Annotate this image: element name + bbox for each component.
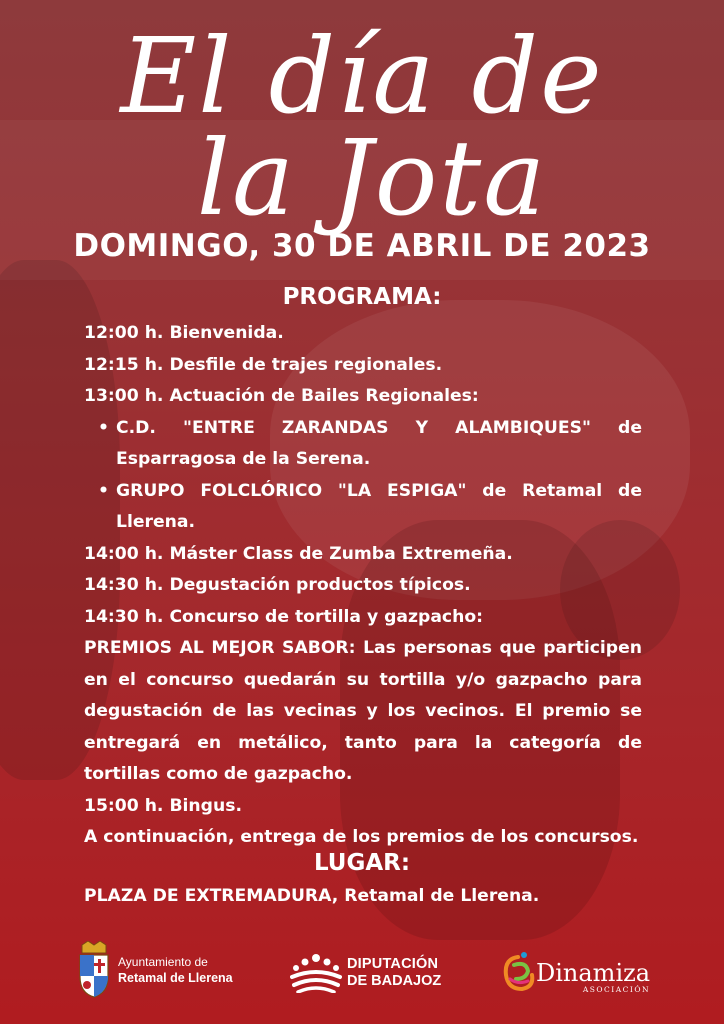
program-item: 12:00 h. Bienvenida.	[84, 323, 284, 343]
ayuntamiento-logo	[76, 941, 233, 999]
crest-icon	[76, 941, 112, 999]
program-heading: PROGRAMA:	[282, 284, 442, 310]
title-line-2: la Jota	[196, 117, 548, 239]
ayuntamiento-line-2: Retamal de Llerena	[118, 971, 233, 985]
program-item: 15:00 h. Bingus.	[84, 795, 242, 816]
poster-title	[0, 0, 724, 240]
program-item: 14:30 h. Degustación productos típicos.	[84, 575, 471, 595]
program-item: 14:00 h. Máster Class de Zumba Extremeña.	[84, 543, 513, 564]
venue-heading: LUGAR:	[313, 850, 411, 876]
diputacion-logo	[290, 953, 441, 993]
prizes-description: PREMIOS AL MEJOR SABOR: Las personas que participen en el concurso quedarán su tortilla y/o gazpacho para degustación de las vecinas y los vecinos. El premio se entregará en metálico, tanto para la categoría de tortillas como de gazpacho.	[84, 638, 642, 784]
title-line-1: El día de	[120, 15, 604, 137]
sponsor-logos	[0, 935, 724, 1005]
closing-note: A continuación, entrega de los premios de los concursos.	[84, 827, 639, 847]
dinamiza-swirl-icon	[500, 949, 536, 995]
dinamiza-name: Dinamiza	[536, 959, 651, 987]
venue-text: PLAZA DE EXTREMADURA, Retamal de Llerena.	[84, 886, 540, 906]
program-item: 13:00 h. Actuación de Bailes Regionales:	[84, 386, 479, 406]
program-item: 12:15 h. Desfile de trajes regionales.	[84, 354, 443, 375]
diputacion-line-1: DIPUTACIÓN	[347, 956, 439, 972]
ayuntamiento-line-1: Ayuntamiento de	[118, 955, 208, 969]
program-item: 14:30 h. Concurso de tortilla y gazpacho:	[84, 606, 484, 627]
diputacion-mark-icon	[290, 953, 342, 993]
performers-list	[84, 413, 642, 539]
dinamiza-logo	[500, 949, 650, 995]
program-list	[84, 318, 642, 854]
event-date: DOMINGO, 30 DE ABRIL DE 2023	[73, 228, 651, 264]
performer-item: • C.D. "ENTRE ZARANDAS Y ALAMBIQUES" de Esparragosa de la Serena.	[116, 413, 642, 476]
diputacion-line-2: DE BADAJOZ	[347, 973, 442, 989]
dinamiza-sub: ASOCIACIÓN	[582, 985, 651, 994]
performer-item: • GRUPO FOLCLÓRICO "LA ESPIGA" de Retamal de Llerena.	[116, 476, 642, 539]
